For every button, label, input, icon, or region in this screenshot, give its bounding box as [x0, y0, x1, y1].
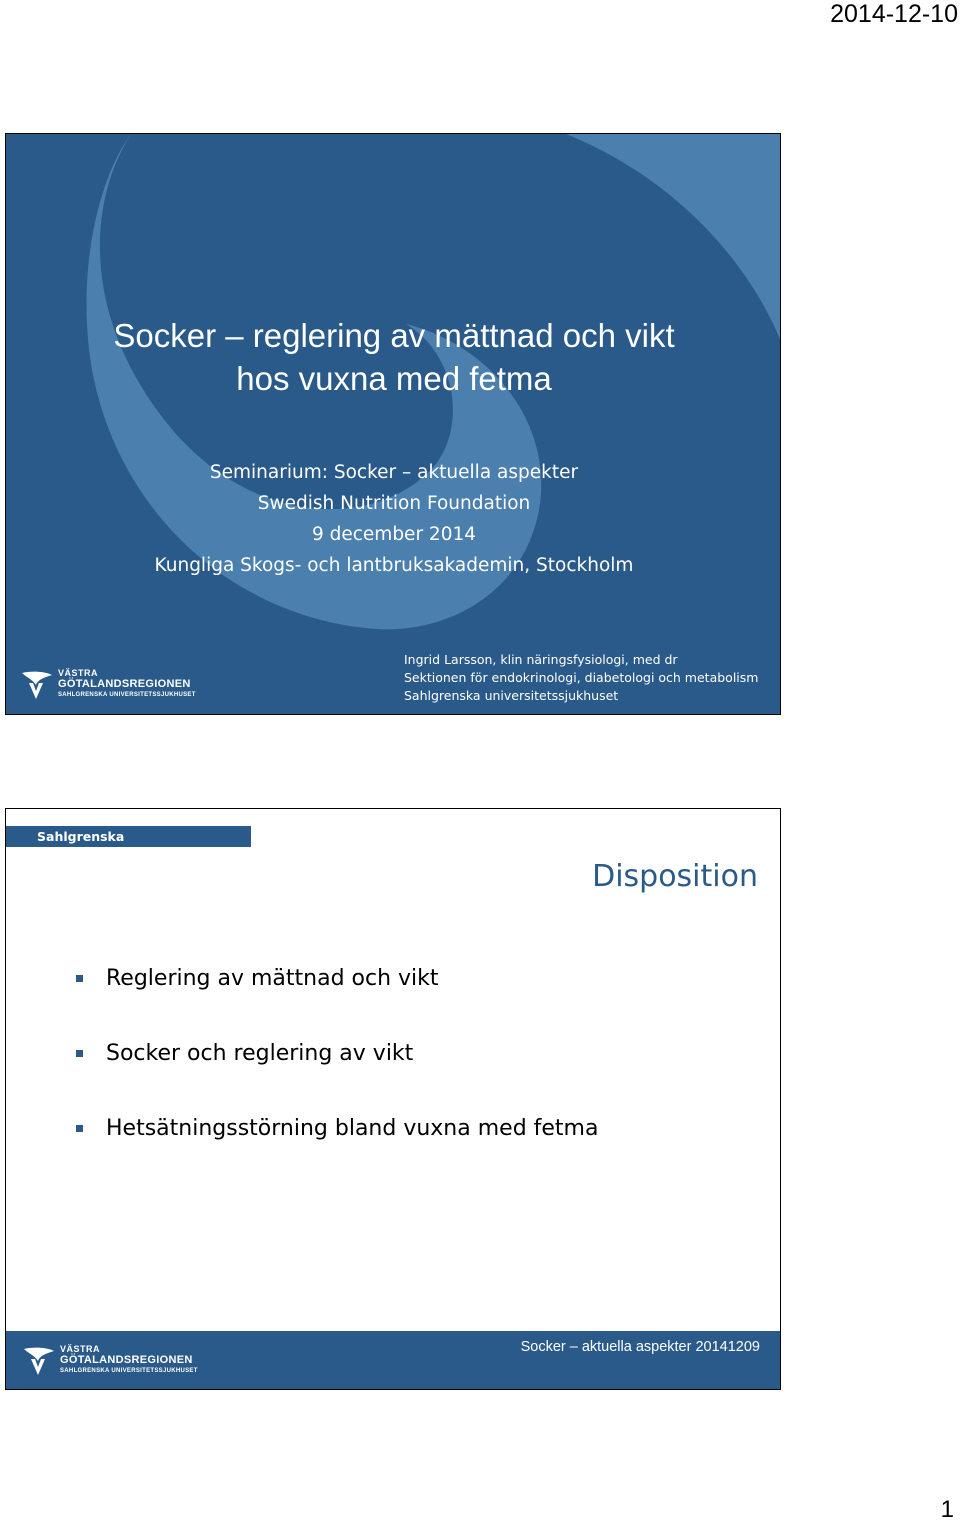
- hospital-banner: Sahlgrenska Universitetssjukhuset: [6, 826, 251, 847]
- bullet-square-icon: [76, 975, 83, 982]
- logo-line-3: SAHLGRENSKA UNIVERSITETSSJUKHUSET: [58, 692, 196, 698]
- swirl-background: [6, 134, 781, 715]
- author-block: [404, 651, 758, 705]
- logo-line-1: VÄSTRA: [58, 668, 99, 678]
- disposition-slide: [5, 808, 781, 1390]
- list-item: [76, 1039, 598, 1114]
- bullet-list: [76, 964, 598, 1189]
- title-line-1: Socker – reglering av mättnad och vikt: [113, 317, 675, 354]
- list-item: [76, 964, 598, 1039]
- slide-subtitle: [6, 457, 781, 581]
- bullet-square-icon: [76, 1050, 83, 1057]
- author-name: Ingrid Larsson, klin näringsfysiologi, med dr: [404, 652, 678, 667]
- page-number: 1: [940, 1496, 954, 1523]
- logo-line-1: VÄSTRA: [60, 1344, 101, 1354]
- logo-line-2: GÖTALANDSREGIONEN: [60, 1354, 193, 1366]
- page-date: 2014-12-10: [830, 0, 958, 28]
- author-section: Sektionen för endokrinologi, diabetologi och metabolism: [404, 670, 759, 685]
- list-item-text: Hetsätningsstörning bland vuxna med fetma: [106, 1116, 599, 1141]
- list-item: [76, 1114, 598, 1189]
- venue-line: Kungliga Skogs- och lantbruksakademin, Stockholm: [154, 555, 634, 576]
- vgr-logo: [20, 669, 196, 701]
- seminar-line: Seminarium: Socker – aktuella aspekter: [209, 462, 579, 483]
- title-slide: [5, 133, 781, 715]
- vgr-logo-mark: [22, 1345, 56, 1377]
- list-item-text: Socker och reglering av vikt: [106, 1041, 414, 1066]
- organizer-line: Swedish Nutrition Foundation: [257, 493, 531, 514]
- logo-line-2: GÖTALANDSREGIONEN: [58, 678, 191, 690]
- footer-text: Socker – aktuella aspekter 20141209: [520, 1339, 760, 1355]
- author-hospital: Sahlgrenska universitetssjukhuset: [404, 688, 619, 703]
- slide-title: [6, 314, 781, 400]
- slide-footer: [6, 1331, 781, 1389]
- slide-title: Disposition: [592, 859, 758, 894]
- vgr-logo-mark: [20, 669, 54, 701]
- bullet-square-icon: [76, 1125, 83, 1132]
- title-line-2: hos vuxna med fetma: [236, 360, 552, 397]
- vgr-logo: [22, 1345, 198, 1377]
- logo-line-3: SAHLGRENSKA UNIVERSITETSSJUKHUSET: [60, 1368, 198, 1374]
- date-line: 9 december 2014: [311, 524, 477, 545]
- list-item-text: Reglering av mättnad och vikt: [106, 966, 439, 991]
